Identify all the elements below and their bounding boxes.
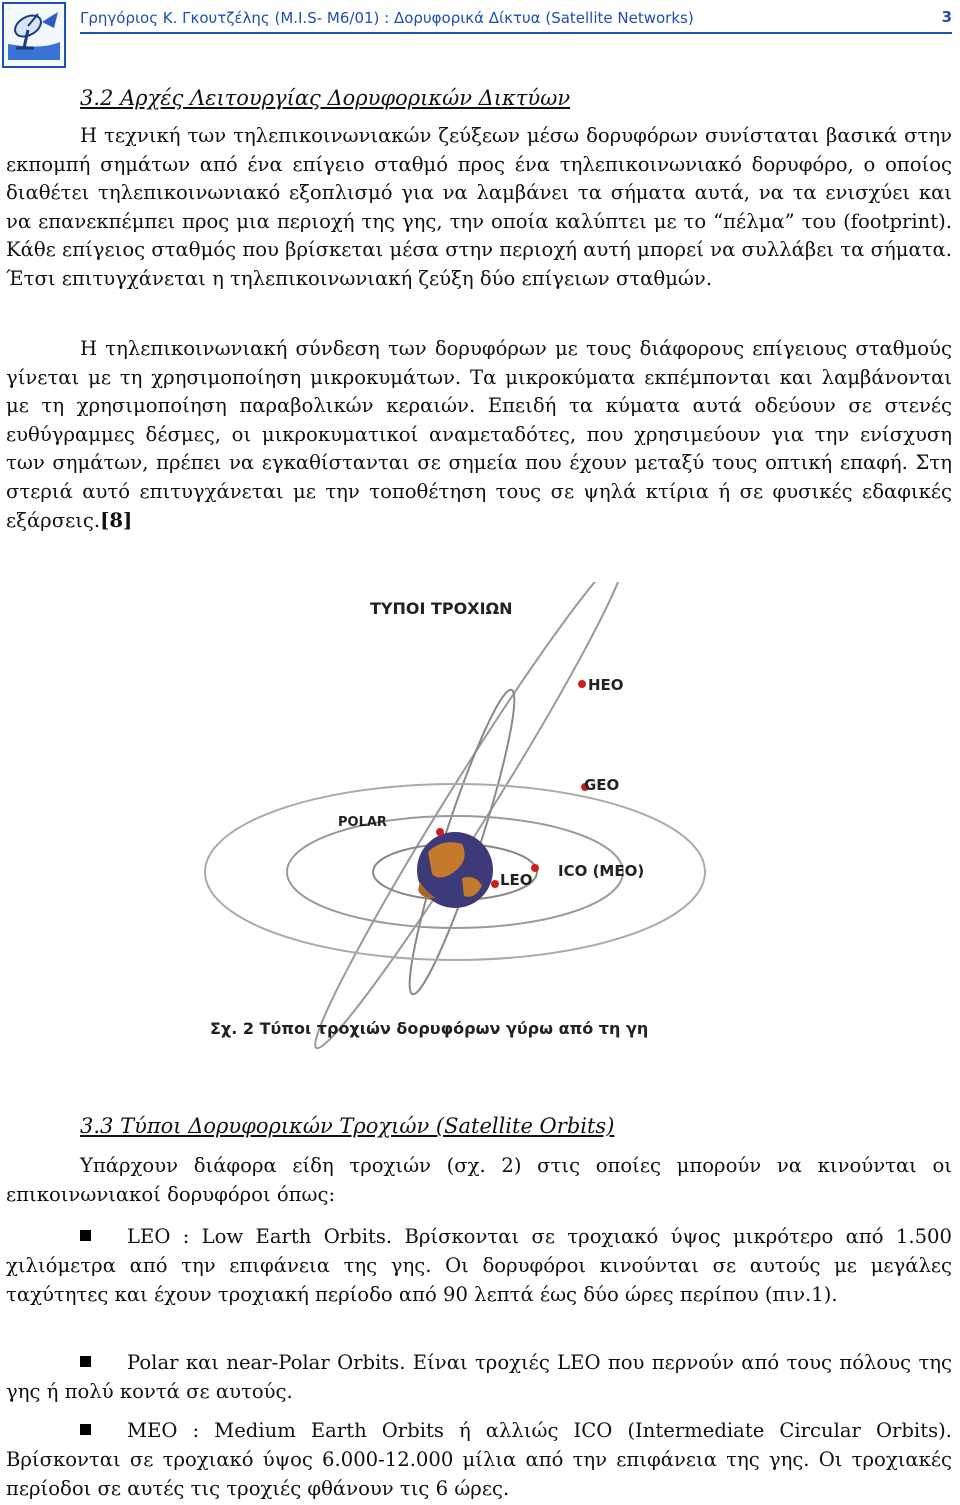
paragraph-3 xyxy=(6,1152,952,1209)
heo-satellite-marker xyxy=(578,680,586,688)
page-number: 3 xyxy=(941,8,952,26)
label-ico: ICO (MEO) xyxy=(558,862,645,880)
label-geo: GEO xyxy=(584,776,620,794)
section-heading-3-3: 3.3 Τύποι Δορυφορικών Τροχιών (Satellite Orbits) xyxy=(80,1114,615,1138)
bullet-item-polar xyxy=(6,1348,952,1406)
satellite-dish-logo-icon xyxy=(2,2,66,68)
label-polar: POLAR xyxy=(338,815,387,830)
paragraph-1-text: Η τεχνική των τηλεπικοινωνιακών ζεύξεων μέσω δορυφόρων συνίσταται βασικά στην εκπομπή σημάτων από ένα επίγειο σταθμό προς ένα τηλεπικοινωνιακό δορυφόρο, ο οποίος διαθέτει τηλεπικοινωνιακό εξοπλισμό για να λαμβάνει τα σήματα αυτά, να τα ενισχύει και να επανεκπέμπει προς μια περιοχή της γης, την οποία καλύπτει με το “πέλμα” του (footprint). Κάθε επίγειος σταθμός που βρίσκεται μέσα στην περιοχή αυτή μπορεί να συλλάβει τα σήματα. Έτσι επιτυγχάνεται η τηλεπικοινωνιακή ζεύξη δύο επίγειων σταθμών. xyxy=(6,124,952,290)
figure-title: ΤΥΠΟΙ ΤΡΟΧΙΩΝ xyxy=(370,599,513,618)
citation: [8] xyxy=(100,508,133,532)
header-title: Γρηγόριος Κ. Γκουτζέλης (Μ.Ι.S- Μ6/01) : Δορυφορικά Δίκτυα (Satellite Networks) xyxy=(80,9,694,27)
label-leo: LEO xyxy=(500,871,533,889)
square-bullet-icon xyxy=(80,1356,91,1367)
paragraph-2 xyxy=(6,335,952,535)
paragraph-3-text: Υπάρχουν διάφορα είδη τροχιών (σχ. 2) στις οποίες μπορούν να κινούνται οι επικοινωνιακοί δορυφόροι όπως: xyxy=(6,1154,952,1206)
bullet-item-leo xyxy=(6,1222,952,1309)
leo-satellite-marker xyxy=(491,880,499,888)
bullet-text: Polar και near-Polar Orbits. Είναι τροχιές LEO που περνούν από τους πόλους της γης ή πολύ κοντά σε αυτούς. xyxy=(6,1351,952,1403)
section-heading-3-2: 3.2 Αρχές Λειτουργίας Δορυφορικών Δικτύων xyxy=(80,86,571,110)
square-bullet-icon xyxy=(80,1424,91,1435)
label-heo: HEO xyxy=(588,676,624,694)
square-bullet-icon xyxy=(80,1230,91,1241)
bullet-text: MEO : Medium Earth Orbits ή αλλιώς ICO (Intermediate Circular Orbits). Βρίσκονται σε τροχιακό ύψος 6.000-12.000 μίλια από την επιφάνεια της γης. Οι τροχιακές περίοδοι σε αυτές τις τροχιές φθάνουν τις 6 ώρες. xyxy=(6,1419,952,1500)
figure-caption: Σχ. 2 Τύποι τροχιών δορυφόρων γύρω από τη γη xyxy=(210,1019,649,1038)
orbit-diagram xyxy=(170,582,750,1052)
page-header xyxy=(80,6,952,34)
orbit-types-figure xyxy=(170,582,750,1052)
bullet-text: LEO : Low Earth Orbits. Βρίσκονται σε τροχιακό ύψος μικρότερο από 1.500 χιλιόμετρα από την επιφάνεια της γης. Οι δορυφόροι κινούνται σε αυτούς με μεγάλες ταχύτητες και έχουν τροχιακή περίοδο από 90 λεπτά έως δύο ώρες περίπου (πιν.1). xyxy=(6,1225,952,1306)
paragraph-1 xyxy=(6,122,952,294)
paragraph-2-text: Η τηλεπικοινωνιακή σύνδεση των δορυφόρων με τους διάφορους επίγειους σταθμούς γίνεται με τη χρησιμοποίηση μικροκυμάτων. Τα μικροκύματα εκπέμπονται και λαμβάνονται με τη χρησιμοποίηση παραβολικών κεραιών. Επειδή τα κύματα αυτά οδεύουν σε στενές ευθύγραμμες δέσμες, οι μικροκυματικοί αναμεταδότες, που χρησιμεύουν για την ενίσχυση των σημάτων, πρέπει να εγκαθίστανται σε σημεία που έχουν μεταξύ τους οπτική επαφή. Στη στεριά αυτό επιτυγχάνεται με την τοποθέτηση τους σε ψηλά κτίρια ή σε φυσικές εδαφικές εξάρσεις. xyxy=(6,337,952,532)
polar-satellite-marker xyxy=(436,828,444,836)
bullet-item-meo xyxy=(6,1416,952,1503)
